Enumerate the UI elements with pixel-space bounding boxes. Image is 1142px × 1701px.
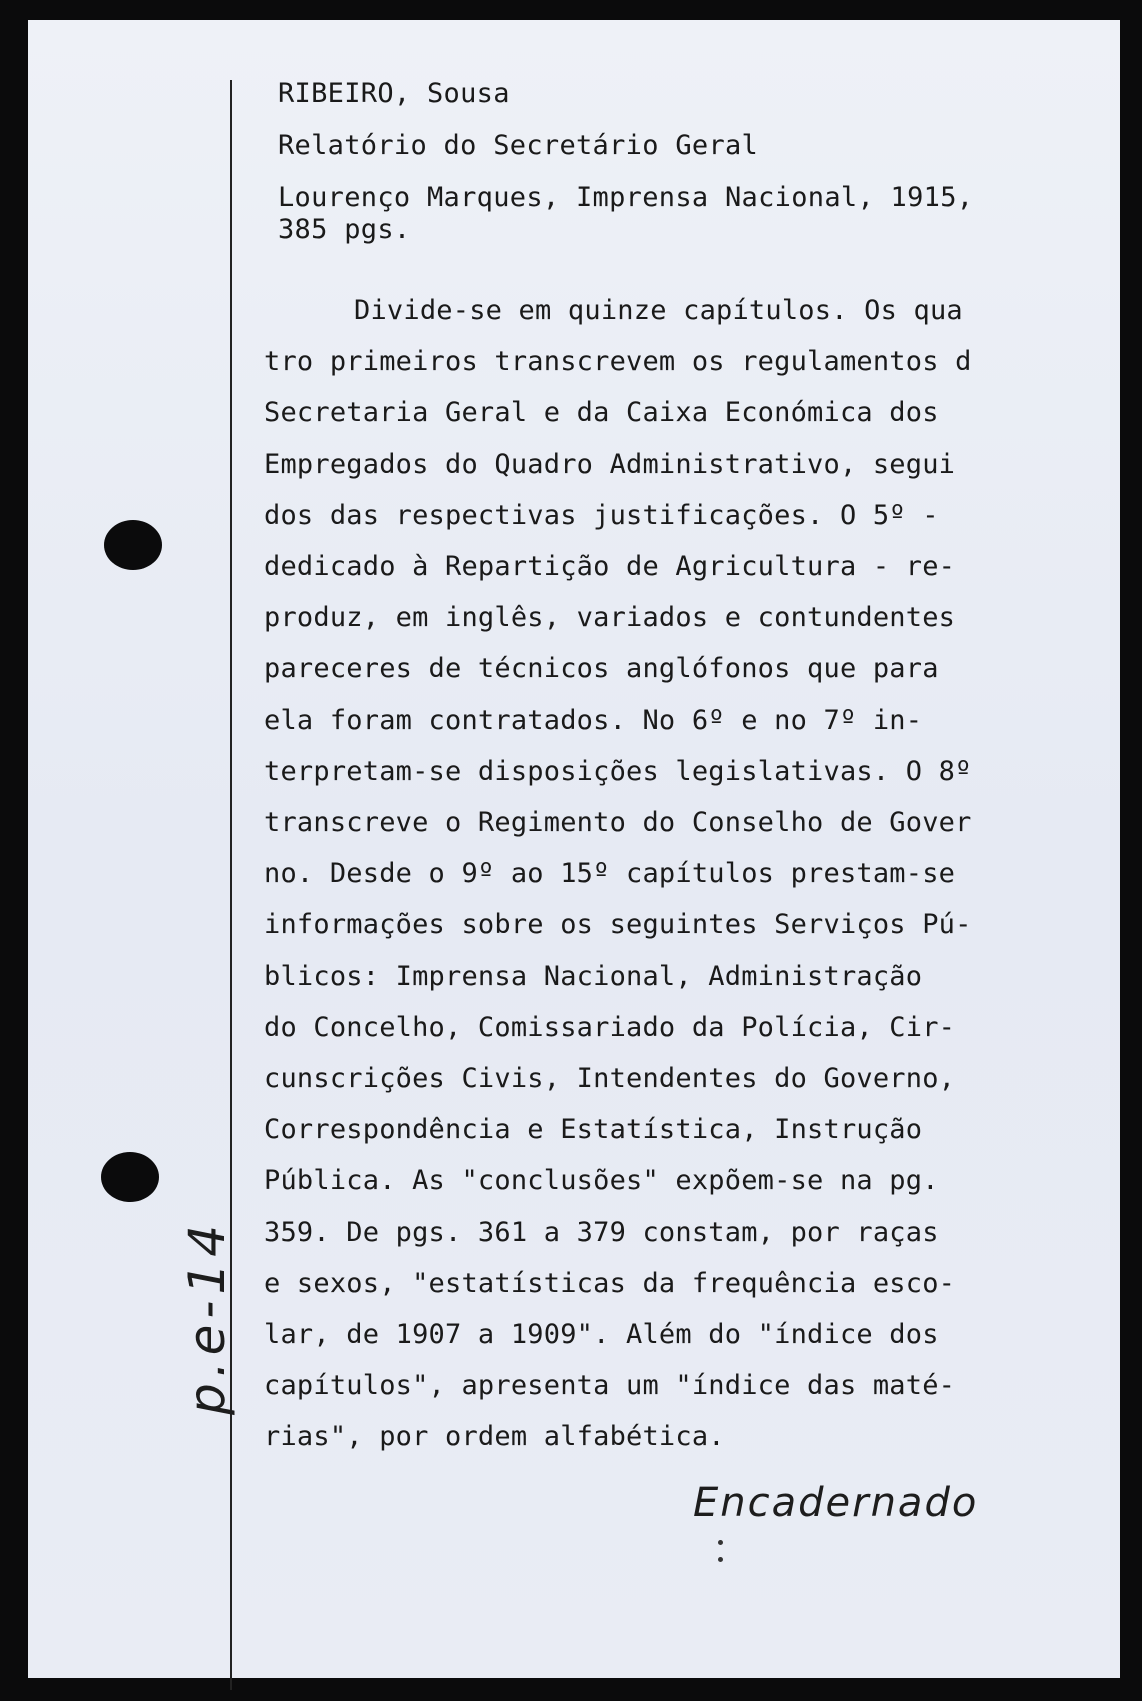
abstract-line: Divide-se em quinze capítulos. Os qua: [354, 295, 963, 326]
abstract-line: dedicado à Repartição de Agricultura - re-: [264, 551, 956, 583]
abstract-line: dos das respectivas justificações. O 5º -: [264, 499, 939, 531]
punch-hole-top: [104, 520, 162, 570]
abstract-line: terpretam-se disposições legislativas. O 8º: [264, 755, 972, 787]
abstract-line: do Concelho, Comissariado da Polícia, Cir-: [264, 1011, 956, 1043]
abstract-line: Correspondência e Estatística, Instrução: [264, 1114, 923, 1146]
abstract-line: Empregados do Quadro Administrativo, segui: [264, 448, 956, 480]
abstract-line: capítulos", apresenta um "índice das maté-: [264, 1370, 956, 1402]
abstract-line: tro primeiros transcrevem os regulamentos d: [264, 346, 972, 378]
abstract-line: produz, em inglês, variados e contundentes: [264, 602, 956, 634]
record-pages: 385 pgs.: [278, 214, 411, 245]
margin-rule: [230, 80, 232, 1690]
abstract-line: transcreve o Regimento do Conselho de Gover: [264, 807, 972, 839]
punch-hole-bottom: [101, 1152, 159, 1202]
abstract-line: no. Desde o 9º ao 15º capítulos prestam-se: [264, 858, 956, 890]
abstract-line: pareceres de técnicos anglófonos que para: [264, 653, 939, 685]
abstract-line: ela foram contratados. No 6º e no 7º in-: [264, 704, 923, 736]
abstract-text: [264, 285, 1119, 1463]
handwritten-binding-note: Encadernado: [693, 1480, 979, 1526]
record-imprint: Lourenço Marques, Imprensa Nacional, 1915,: [278, 182, 974, 213]
abstract-line: Secretaria Geral e da Caixa Económica dos: [264, 397, 939, 429]
record-author: RIBEIRO, Sousa: [278, 78, 510, 109]
abstract-line: cunscrições Civis, Intendentes do Governo,: [264, 1063, 956, 1095]
index-card: [28, 20, 1120, 1678]
abstract-line: lar, de 1907 a 1909". Além do "índice dos: [264, 1319, 939, 1351]
abstract-line: e sexos, "estatísticas da frequência esco-: [264, 1267, 956, 1299]
ink-dot: [718, 1540, 723, 1545]
abstract-line: 359. De pgs. 361 a 379 constam, por raças: [264, 1216, 939, 1248]
handwritten-side-code: p.e-14: [178, 1218, 236, 1415]
ink-dot: [718, 1557, 723, 1562]
record-title: Relatório do Secretário Geral: [278, 130, 759, 161]
abstract-line: informações sobre os seguintes Serviços Pú-: [264, 909, 972, 941]
abstract-line: blicos: Imprensa Nacional, Administração: [264, 960, 923, 992]
abstract-line: rias", por ordem alfabética.: [264, 1421, 725, 1453]
abstract-line: Pública. As "conclusões" expõem-se na pg.: [264, 1165, 939, 1197]
